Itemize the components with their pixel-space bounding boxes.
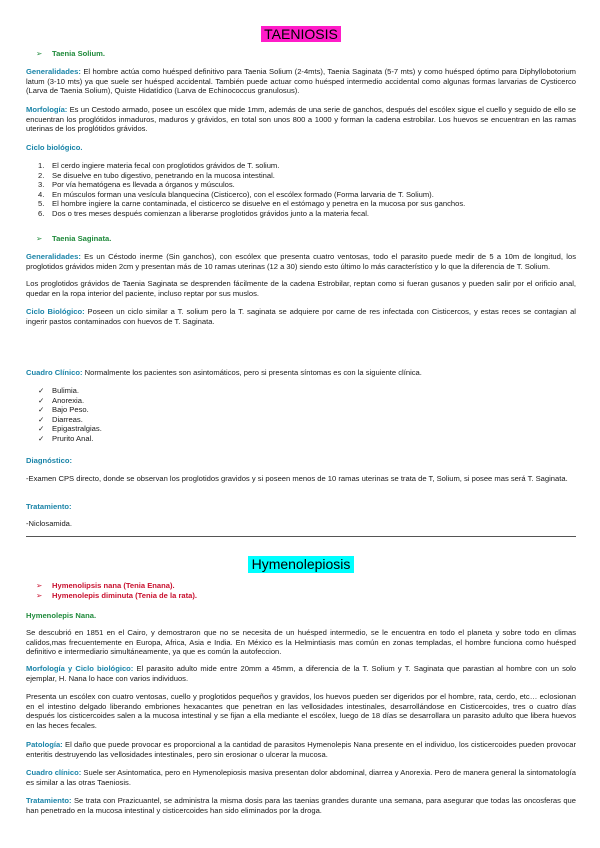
list-item: ➢ Hymenolipsis nana (Tenia Enana). [26, 581, 576, 591]
check-icon: ✓ [38, 424, 45, 434]
list-item: 4. En músculos forman una vesícula blanquecina (Cisticerco), con el escólex formado (Forma larvaria de T. Solium). [38, 189, 434, 199]
arrow-bullet-icon: ➢ [36, 234, 43, 243]
nana-descripcion: Presenta un escólex con cuatro ventosas, cuello y proglotidos pequeños y gravidos, los huevos pueden ser digeridos por el hombre, rata, cerdo, etc… eclosionan en el intestino delgado liberando embriones hexacantes que penetran en las vellosidades intestinales, desarrollándose en Cisticercoides, tres o cuatro días después los cisticercoides salen a la mucosa intestinal y se fijan a ella mediante el escólex, luego de 18 días se desarrollara un parasito adulto que libera huevos en las heces fecales. [26, 692, 576, 730]
list-item: ✓ Bulimia. [38, 386, 80, 395]
solium-morfologia: Morfología: Es un Cestodo armado, posee un escólex que mide 1mm, además de una serie de ganchos, después del escólex sigue el cuello y seguido de ello se encuentran los proglótidos inmaduros, maduros y grávidos, en total son unos 800 a 1000 y forman la cadena estrobilar. Los huevos se encuentran en las ramas uterinas de los proglótidos grávidos. [26, 105, 576, 134]
taenia-saginata-heading: ➢ Taenia Saginata. [26, 234, 576, 244]
list-item: ➢ Hymenolepis diminuta (Tenia de la rata). [26, 591, 576, 601]
list-item: 2. Se disuelve en tubo digestivo, penetrando en la mucosa intestinal. [38, 170, 275, 180]
nana-cuadro-clinico: Cuadro clínico: Suele ser Asintomatica, pero en Hymenolepiosis masiva presentan dolor abdominal, diarrea y Anorexia. Pero de manera general la sintomatología es similar a las otras Taeniosis. [26, 768, 576, 787]
ciclo-list [38, 161, 576, 219]
nana-patologia: Patología: El daño que puede provocar es proporcional a la cantidad de parasitos Hymenolepis Nana presente en el individuo, los cisticercoides pueden provocar enteritis destruyendo las vellosidades intestinales, pero sin erosionar o ulcerar la mucosa. [26, 740, 576, 759]
arrow-bullet-icon: ➢ [36, 49, 43, 58]
list-item: ✓ Prurito Anal. [38, 433, 94, 443]
list-item: 6. Dos o tres meses después comienzan a liberarse proglotidos grávidos junto a la materia fecal. [38, 208, 369, 218]
list-item: ✓ Diarreas. [38, 414, 83, 424]
list-item: ✓ Bajo Peso. [38, 405, 89, 415]
hymeno-bullets [26, 581, 576, 600]
tratamiento-heading: Tratamiento: [26, 502, 72, 511]
cuadro-clinico: Cuadro Clínico: Normalmente los pacientes son asintomáticos, pero si presenta síntomas es con la siguiente clínica. [26, 368, 422, 377]
check-icon: ✓ [38, 433, 45, 443]
list-item: 1. El cerdo ingiere materia fecal con proglotidos grávidos de T. solium. [38, 161, 280, 170]
saginata-generalidades: Generalidades: Es un Céstodo inerme (Sin ganchos), con escólex que presenta cuatro ventosas, todo el parasito puede medir de 5 a 10m de longitud, los proglotidos grávidos miden 2cm y presentan más de 10 ramas uterinas (12 a 30) siendo esto último lo más característico y lo que la diferencia de T. Solium. [26, 252, 576, 271]
saginata-paragraph: Los proglotidos grávidos de Taenia Saginata se desprenden fácilmente de la cadena Estrobilar, reptan como si fueran gusanos y pueden salir por el orificio anal, quedar en la ropa interior del paciente, incluso reptar por sus muslos. [26, 279, 576, 298]
check-icon: ✓ [38, 414, 45, 424]
solium-generalidades: Generalidades: El hombre actúa como huésped definitivo para Taenia Solium (2-4mts), Taenia Saginata (5-7 mts) y como huésped óptimo para Diphyllobotorium latum (3-10 mts) ya que suele ser huésped accidental. También puede actuar como huésped intermedio accidental como algunas formas larvarias de Cysticerco (Larva de Taenia Solium), Quiste Hidatídico (Larva de Echinococcus granulosus). [26, 67, 576, 96]
ciclo-biologico-heading: Ciclo biológico. [26, 143, 83, 152]
saginata-ciclo: Ciclo Biológico: Poseen un ciclo similar a T. solium pero la T. saginata se adquiere por carne de res infectada con Cisticercos, y estas reces se contagian al ingerir pastos contaminados con huevos de T. Saginata. [26, 307, 576, 326]
taeniosis-title-wrap [26, 26, 576, 42]
taenia-solium-heading: ➢ Taenia Solium. [26, 49, 576, 59]
arrow-bullet-icon: ➢ [36, 590, 43, 600]
nana-tratamiento: Tratamiento: Se trata con Prazicuantel, se administra la misma dosis para las taenias grandes durante una semana, para asegurar que todas las oncosferas que han penetrado en la mucosa intestinal y cisticercoides han sido eliminados por la droga. [26, 796, 576, 815]
taeniosis-title: TAENIOSIS [261, 26, 341, 42]
list-item: ✓ Epigastralgias. [38, 424, 102, 434]
tratamiento-text: -Niclosamida. [26, 519, 72, 528]
arrow-bullet-icon: ➢ [36, 581, 43, 590]
sintomas-list [38, 386, 576, 444]
diagnostico-heading: Diagnóstico: [26, 456, 72, 465]
nana-intro: Se descubrió en 1851 en el Cairo, y demostraron que no se necesita de un huésped intermedio, se le encuentra en todo el planeta y sobre todo en climas calidos,mas frecuentemente en Europa, Africa, Asia e India. En México es la Helmintiasis mas común en zonas templadas, el hombre funciona como huésped definitivo e intermediario simultáneamente, ya que es común la autofeccion. [26, 628, 576, 657]
nana-morfologia: Morfología y Ciclo biológico: El parasito adulto mide entre 20mm a 45mm, a diferencia de la T. Solium y T. Saginata que parastian al hombre con un solo ejemplar, H. Nana lo hace con varios individuos. [26, 664, 577, 683]
hymenolepiosis-title-wrap [26, 556, 576, 573]
hymenolepis-nana-heading: Hymenolepis Nana. [26, 611, 97, 620]
hymenolepiosis-title: Hymenolepiosis [248, 556, 355, 573]
list-item: 3. Por vía hematógena es llevada a órganos y músculos. [38, 180, 235, 190]
check-icon: ✓ [38, 386, 45, 395]
list-item: ✓ Anorexia. [38, 395, 85, 405]
section-divider [26, 536, 576, 537]
list-item: 5. El hombre ingiere la carne contaminada, el cisticerco se disuelve en el estómago y penetra en la mucosa por sus ganchos. [38, 199, 466, 209]
check-icon: ✓ [38, 405, 45, 415]
check-icon: ✓ [38, 395, 45, 405]
diagnostico-text: -Examen CPS directo, donde se observan los proglotidos gravidos y si poseen menos de 10 ramas uterinas se trata de T, Solium, si posee mas será T. Saginata. [26, 474, 568, 483]
